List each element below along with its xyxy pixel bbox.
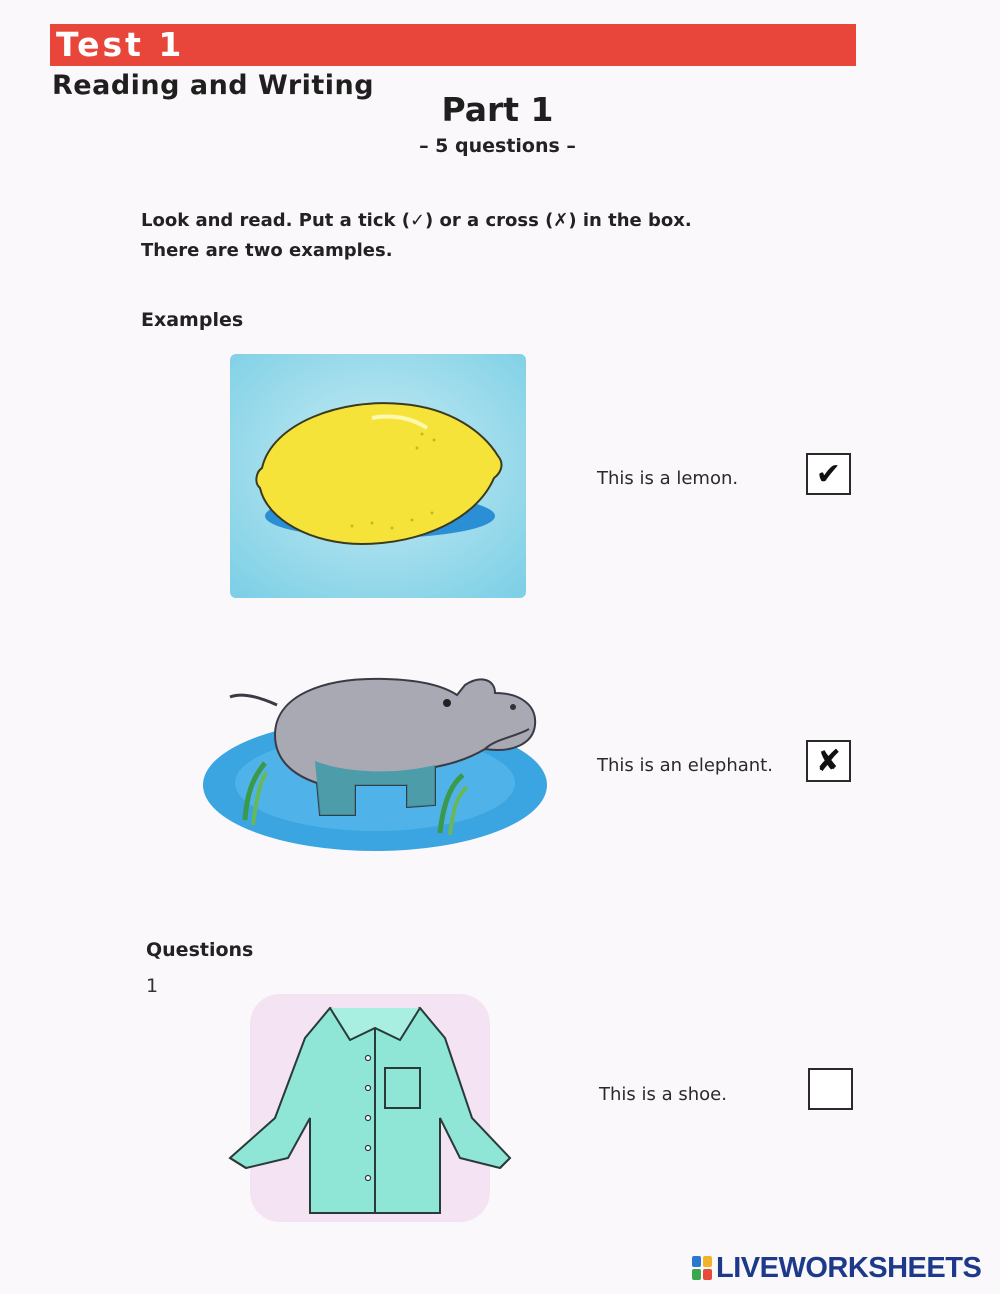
hippo-picture [195, 665, 555, 865]
question-1-answer-box[interactable] [808, 1068, 853, 1110]
instruction-line-1: Look and read. Put a tick (✓) or a cross (✗) in the box. [141, 210, 692, 231]
section-title: Reading and Writing [52, 70, 375, 101]
example-2-cross-box: ✘ [806, 740, 851, 782]
test-banner [50, 24, 856, 66]
logo-text: LIVEWORKSHEETS [716, 1251, 982, 1284]
shirt-picture [210, 988, 530, 1228]
instructions [141, 206, 692, 266]
questions-heading: Questions [146, 939, 254, 961]
example-2-sentence: This is an elephant. [597, 755, 773, 776]
part-title: Part 1 [441, 90, 554, 129]
part-subtitle: – 5 questions – [419, 135, 576, 157]
example-1-tick-box: ✔ [806, 453, 851, 495]
instruction-line-2: There are two examples. [141, 240, 393, 261]
question-1-number: 1 [146, 975, 159, 997]
liveworksheets-logo [692, 1251, 981, 1285]
logo-grid-icon [692, 1256, 712, 1280]
lemon-picture [222, 348, 532, 603]
examples-heading: Examples [141, 309, 244, 331]
test-title: Test 1 [56, 25, 185, 64]
example-1-sentence: This is a lemon. [597, 468, 739, 489]
question-1-sentence: This is a shoe. [599, 1084, 727, 1105]
